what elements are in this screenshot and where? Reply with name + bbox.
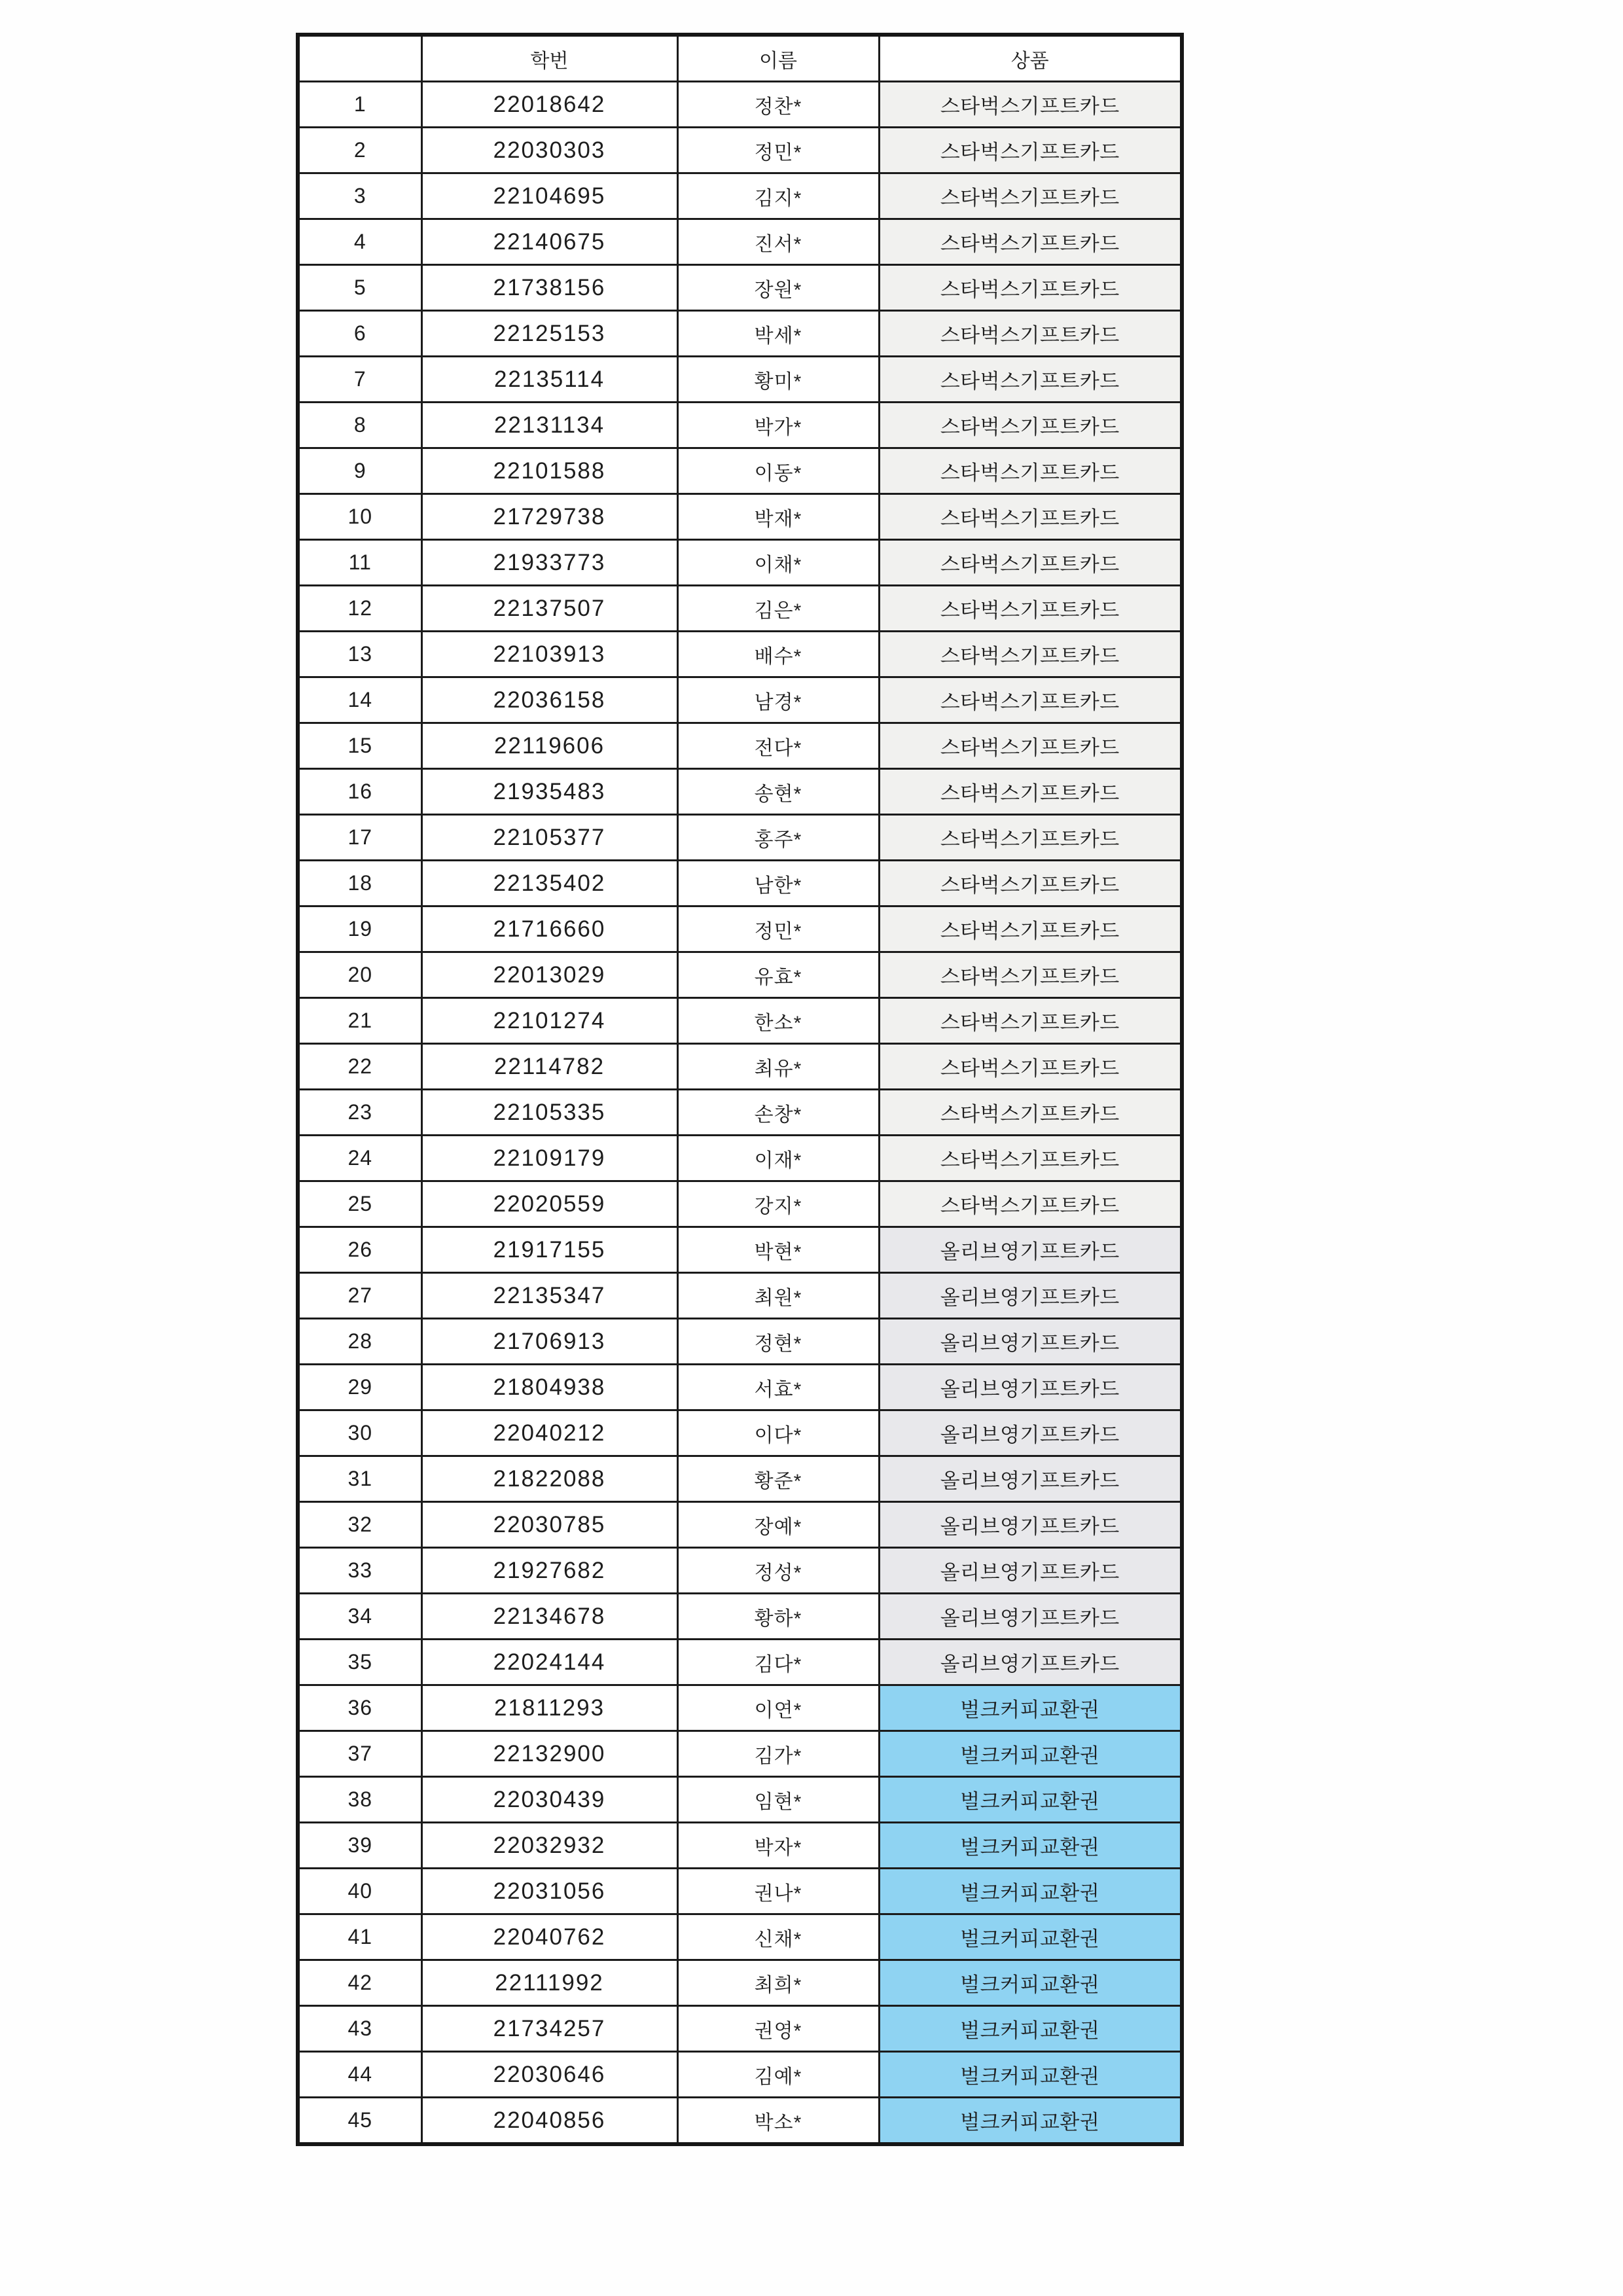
table-row [298,632,1182,677]
table-row [298,2006,1182,2052]
row-number-cell: 13 [298,632,421,677]
row-number-cell: 5 [298,265,421,311]
prize-cell: 벌크커피교환권 [879,1731,1182,1777]
name-cell: 이다* [677,1410,879,1456]
table-row [298,1181,1182,1227]
name-cell: 장원* [677,265,879,311]
name-cell: 임현* [677,1777,879,1823]
table-row [298,265,1182,311]
row-number-cell: 1 [298,82,421,128]
student-id-cell: 22013029 [421,952,677,998]
name-cell: 황하* [677,1594,879,1640]
student-id-cell: 21706913 [421,1319,677,1365]
table-row [298,2098,1182,2145]
name-cell: 정찬* [677,82,879,128]
name-cell: 황준* [677,1456,879,1502]
prize-cell: 스타벅스기프트카드 [879,311,1182,357]
table-row [298,1273,1182,1319]
name-cell: 장예* [677,1502,879,1548]
table-row [298,1731,1182,1777]
student-id-cell: 22111992 [421,1960,677,2006]
student-id-cell: 22036158 [421,677,677,723]
name-cell: 박세* [677,311,879,357]
table-row [298,403,1182,448]
row-number-cell: 26 [298,1227,421,1273]
prize-cell: 올리브영기프트카드 [879,1594,1182,1640]
prize-cell: 스타벅스기프트카드 [879,998,1182,1044]
row-number-cell: 3 [298,173,421,219]
table-row [298,586,1182,632]
name-cell: 이동* [677,448,879,494]
name-cell: 최원* [677,1273,879,1319]
name-cell: 정현* [677,1319,879,1365]
table-row [298,1090,1182,1136]
name-cell: 정민* [677,906,879,952]
student-id-cell: 22114782 [421,1044,677,1090]
student-id-cell: 22030646 [421,2052,677,2098]
name-cell: 박소* [677,2098,879,2145]
header-student-id: 학번 [421,35,677,82]
prize-cell: 올리브영기프트카드 [879,1548,1182,1594]
student-id-cell: 22104695 [421,173,677,219]
prize-cell: 스타벅스기프트카드 [879,815,1182,861]
prize-cell: 올리브영기프트카드 [879,1640,1182,1685]
name-cell: 김은* [677,586,879,632]
table-row [298,1960,1182,2006]
prize-cell: 올리브영기프트카드 [879,1502,1182,1548]
student-id-cell: 22131134 [421,403,677,448]
student-id-cell: 22135402 [421,861,677,906]
table-row [298,815,1182,861]
student-id-cell: 22125153 [421,311,677,357]
prize-cell: 벌크커피교환권 [879,1777,1182,1823]
prize-cell: 스타벅스기프트카드 [879,1090,1182,1136]
header-name: 이름 [677,35,879,82]
table-row [298,998,1182,1044]
prize-cell: 스타벅스기프트카드 [879,677,1182,723]
table-row [298,1548,1182,1594]
prize-cell: 스타벅스기프트카드 [879,586,1182,632]
prize-cell: 스타벅스기프트카드 [879,265,1182,311]
row-number-cell: 37 [298,1731,421,1777]
row-number-cell: 15 [298,723,421,769]
name-cell: 이채* [677,540,879,586]
name-cell: 서효* [677,1365,879,1410]
row-number-cell: 16 [298,769,421,815]
student-id-cell: 22040762 [421,1914,677,1960]
row-number-cell: 44 [298,2052,421,2098]
prize-cell: 스타벅스기프트카드 [879,769,1182,815]
student-id-cell: 22134678 [421,1594,677,1640]
prize-cell: 스타벅스기프트카드 [879,952,1182,998]
name-cell: 박재* [677,494,879,540]
table-row [298,1685,1182,1731]
row-number-cell: 4 [298,219,421,265]
student-id-cell: 22018642 [421,82,677,128]
name-cell: 정민* [677,128,879,173]
table-row [298,1640,1182,1685]
row-number-cell: 7 [298,357,421,403]
prize-cell: 벌크커피교환권 [879,1823,1182,1869]
prize-cell: 벌크커피교환권 [879,1960,1182,2006]
name-cell: 김다* [677,1640,879,1685]
student-id-cell: 21935483 [421,769,677,815]
header-row [298,35,1182,82]
student-id-cell: 22135347 [421,1273,677,1319]
row-number-cell: 12 [298,586,421,632]
student-id-cell: 22040856 [421,2098,677,2145]
row-number-cell: 28 [298,1319,421,1365]
prize-cell: 벌크커피교환권 [879,2052,1182,2098]
student-id-cell: 21716660 [421,906,677,952]
row-number-cell: 22 [298,1044,421,1090]
row-number-cell: 36 [298,1685,421,1731]
name-cell: 송현* [677,769,879,815]
student-id-cell: 22119606 [421,723,677,769]
table-row [298,1365,1182,1410]
row-number-cell: 43 [298,2006,421,2052]
prize-cell: 스타벅스기프트카드 [879,494,1182,540]
student-id-cell: 22137507 [421,586,677,632]
prize-cell: 스타벅스기프트카드 [879,219,1182,265]
name-cell: 유효* [677,952,879,998]
table-row [298,448,1182,494]
name-cell: 이재* [677,1136,879,1181]
row-number-cell: 17 [298,815,421,861]
student-id-cell: 21804938 [421,1365,677,1410]
row-number-cell: 18 [298,861,421,906]
name-cell: 남한* [677,861,879,906]
table-row [298,173,1182,219]
table-row [298,219,1182,265]
row-number-cell: 31 [298,1456,421,1502]
prize-cell: 스타벅스기프트카드 [879,357,1182,403]
prize-cell: 스타벅스기프트카드 [879,82,1182,128]
prize-cell: 벌크커피교환권 [879,1914,1182,1960]
prize-cell: 스타벅스기프트카드 [879,540,1182,586]
row-number-cell: 25 [298,1181,421,1227]
row-number-cell: 9 [298,448,421,494]
prize-winner-table [296,33,1184,2146]
row-number-cell: 33 [298,1548,421,1594]
table-row [298,1823,1182,1869]
table-row [298,769,1182,815]
row-number-cell: 30 [298,1410,421,1456]
student-id-cell: 22140675 [421,219,677,265]
student-id-cell: 21822088 [421,1456,677,1502]
table-row [298,82,1182,128]
prize-cell: 벌크커피교환권 [879,2006,1182,2052]
table-row [298,357,1182,403]
prize-cell: 스타벅스기프트카드 [879,1181,1182,1227]
header-empty-cell [298,35,421,82]
student-id-cell: 22020559 [421,1181,677,1227]
row-number-cell: 10 [298,494,421,540]
name-cell: 정성* [677,1548,879,1594]
name-cell: 진서* [677,219,879,265]
row-number-cell: 14 [298,677,421,723]
table-row [298,1044,1182,1090]
prize-cell: 스타벅스기프트카드 [879,173,1182,219]
row-number-cell: 40 [298,1869,421,1914]
name-cell: 최유* [677,1044,879,1090]
table-row [298,1319,1182,1365]
row-number-cell: 21 [298,998,421,1044]
name-cell: 한소* [677,998,879,1044]
name-cell: 김가* [677,1731,879,1777]
student-id-cell: 22109179 [421,1136,677,1181]
student-id-cell: 21811293 [421,1685,677,1731]
student-id-cell: 22105377 [421,815,677,861]
name-cell: 최희* [677,1960,879,2006]
name-cell: 황미* [677,357,879,403]
prize-cell: 올리브영기프트카드 [879,1365,1182,1410]
table-row [298,906,1182,952]
table-row [298,311,1182,357]
table-row [298,1777,1182,1823]
student-id-cell: 22040212 [421,1410,677,1456]
student-id-cell: 21927682 [421,1548,677,1594]
row-number-cell: 27 [298,1273,421,1319]
table-row [298,128,1182,173]
student-id-cell: 22101274 [421,998,677,1044]
table-row [298,1502,1182,1548]
prize-cell: 스타벅스기프트카드 [879,448,1182,494]
prize-cell: 올리브영기프트카드 [879,1273,1182,1319]
row-number-cell: 24 [298,1136,421,1181]
student-id-cell: 21917155 [421,1227,677,1273]
student-id-cell: 22024144 [421,1640,677,1685]
student-id-cell: 22030439 [421,1777,677,1823]
student-id-cell: 22032932 [421,1823,677,1869]
prize-cell: 벌크커피교환권 [879,1869,1182,1914]
row-number-cell: 2 [298,128,421,173]
name-cell: 김예* [677,2052,879,2098]
prize-cell: 올리브영기프트카드 [879,1319,1182,1365]
table-row [298,1227,1182,1273]
prize-cell: 스타벅스기프트카드 [879,403,1182,448]
student-id-cell: 22103913 [421,632,677,677]
prize-cell: 올리브영기프트카드 [879,1456,1182,1502]
table-row [298,861,1182,906]
student-id-cell: 22030303 [421,128,677,173]
prize-cell: 스타벅스기프트카드 [879,861,1182,906]
student-id-cell: 22030785 [421,1502,677,1548]
row-number-cell: 42 [298,1960,421,2006]
row-number-cell: 29 [298,1365,421,1410]
row-number-cell: 34 [298,1594,421,1640]
row-number-cell: 8 [298,403,421,448]
table-row [298,1456,1182,1502]
row-number-cell: 11 [298,540,421,586]
student-id-cell: 22031056 [421,1869,677,1914]
row-number-cell: 19 [298,906,421,952]
row-number-cell: 39 [298,1823,421,1869]
prize-cell: 벌크커피교환권 [879,2098,1182,2145]
name-cell: 손창* [677,1090,879,1136]
name-cell: 홍주* [677,815,879,861]
name-cell: 신채* [677,1914,879,1960]
table-row [298,494,1182,540]
prize-cell: 스타벅스기프트카드 [879,723,1182,769]
name-cell: 배수* [677,632,879,677]
name-cell: 박현* [677,1227,879,1273]
name-cell: 강지* [677,1181,879,1227]
row-number-cell: 41 [298,1914,421,1960]
prize-cell: 스타벅스기프트카드 [879,632,1182,677]
table-body [298,82,1182,2145]
table-row [298,1594,1182,1640]
header-prize: 상품 [879,35,1182,82]
name-cell: 이연* [677,1685,879,1731]
row-number-cell: 45 [298,2098,421,2145]
student-id-cell: 21729738 [421,494,677,540]
name-cell: 권영* [677,2006,879,2052]
student-id-cell: 22135114 [421,357,677,403]
student-id-cell: 21933773 [421,540,677,586]
student-id-cell: 21738156 [421,265,677,311]
row-number-cell: 6 [298,311,421,357]
table-row [298,952,1182,998]
prize-cell: 올리브영기프트카드 [879,1227,1182,1273]
row-number-cell: 38 [298,1777,421,1823]
prize-cell: 올리브영기프트카드 [879,1410,1182,1456]
name-cell: 김지* [677,173,879,219]
student-id-cell: 22132900 [421,1731,677,1777]
student-id-cell: 21734257 [421,2006,677,2052]
prize-cell: 스타벅스기프트카드 [879,128,1182,173]
table-row [298,540,1182,586]
table-row [298,2052,1182,2098]
name-cell: 전다* [677,723,879,769]
row-number-cell: 35 [298,1640,421,1685]
table-row [298,723,1182,769]
table-row [298,1410,1182,1456]
prize-cell: 벌크커피교환권 [879,1685,1182,1731]
student-id-cell: 22101588 [421,448,677,494]
prize-cell: 스타벅스기프트카드 [879,1136,1182,1181]
name-cell: 박자* [677,1823,879,1869]
table-row [298,1869,1182,1914]
name-cell: 권나* [677,1869,879,1914]
row-number-cell: 20 [298,952,421,998]
table-row [298,677,1182,723]
prize-cell: 스타벅스기프트카드 [879,1044,1182,1090]
table-row [298,1136,1182,1181]
row-number-cell: 32 [298,1502,421,1548]
table-row [298,1914,1182,1960]
prize-cell: 스타벅스기프트카드 [879,906,1182,952]
row-number-cell: 23 [298,1090,421,1136]
name-cell: 남경* [677,677,879,723]
student-id-cell: 22105335 [421,1090,677,1136]
name-cell: 박가* [677,403,879,448]
